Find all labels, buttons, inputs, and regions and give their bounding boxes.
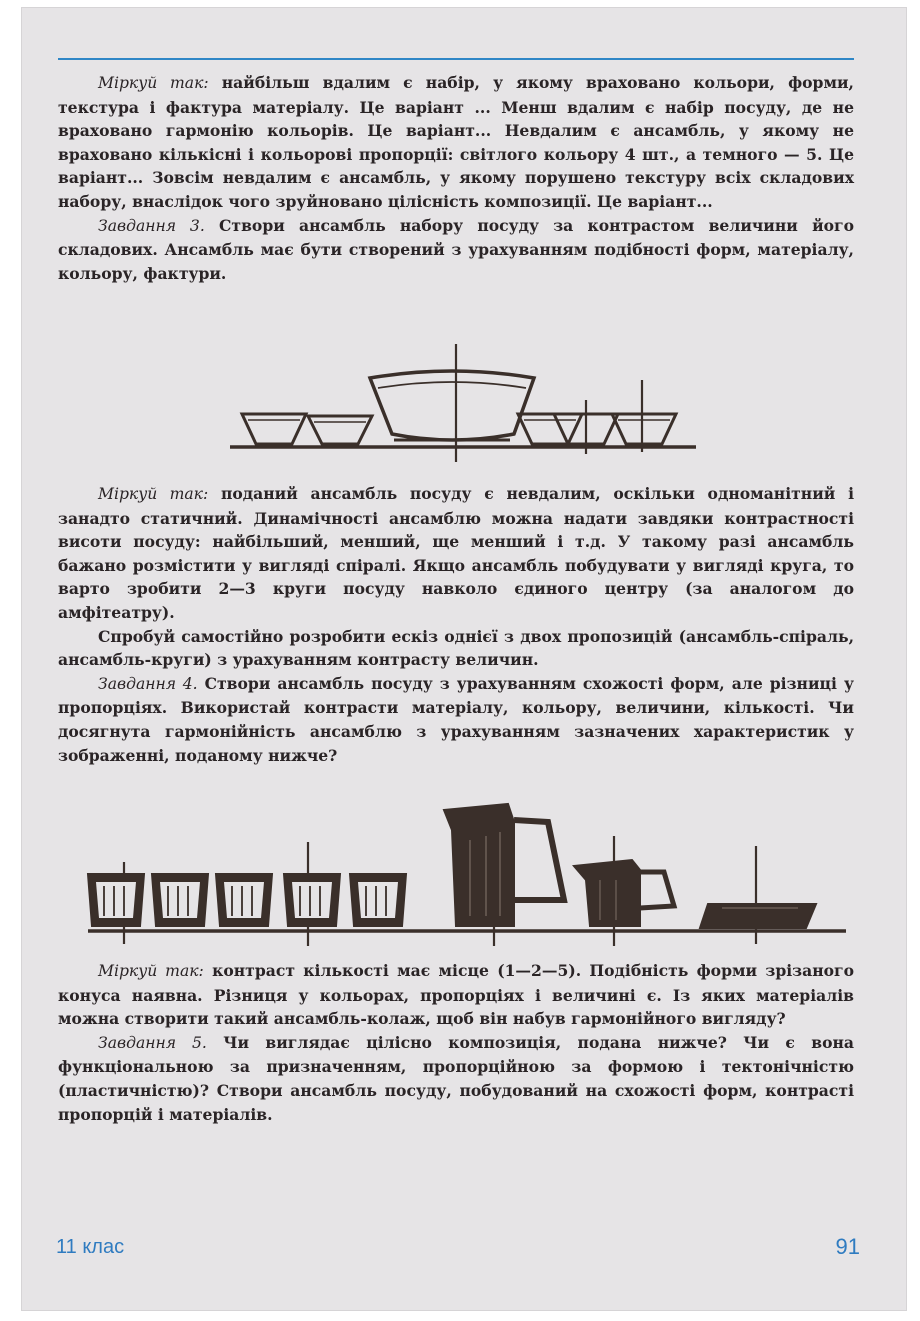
glass	[284, 874, 340, 926]
page-number: 91	[835, 1234, 860, 1259]
lead-task-5: Завдання 5.	[98, 1033, 207, 1052]
glass	[216, 874, 272, 926]
body-reason-2: поданий ансамбль посуду є невдалим, оскільки одноманітний і занадто статичний. Динамічності ансамблю можна надати завдяки контрастності висоти посуду: найбільший, менший, ще менший і т.д. У такому разі ансамбль бажано розмістити у вигляді спіралі. Якщо ансамбль побудувати у вигляді круга, то варто зробити 2—3 круги посуду навколо єдиного центру (за аналогом до амфітеатру).	[58, 484, 854, 622]
flat-dish	[700, 904, 816, 928]
body-task-3: Створи ансамбль набору посуду за контрастом величини його складових. Ансамбль має бути створений з урахуванням подібності форм, матеріалу, кольору, фактури.	[58, 215, 854, 283]
small-jug	[574, 860, 674, 926]
glass	[152, 874, 208, 926]
paragraph-task-5	[58, 1031, 854, 1126]
glass	[88, 874, 144, 926]
grade-label: 11 клас	[56, 1236, 125, 1258]
lead-reason-3: Міркуй так:	[98, 962, 204, 980]
body-task-5: Чи виглядає цілісно композиція, подана нижче? Чи є вона функціональною за призначенням, пропорційною за формою і тектонічністю (пластичністю)? Створи ансамбль посуду, побудований на схожості форм, контрасті пропорцій і матеріалів.	[58, 1032, 855, 1124]
lead-reason-2: Міркуй так:	[98, 485, 209, 503]
lead-task-3: Завдання 3.	[98, 216, 205, 235]
body-try: Спробуй самостійно розробити ескіз однієї з двох пропозицій (ансамбль-спіраль, ансамбль-круги) з урахуванням контрасту величин.	[58, 626, 854, 670]
body-reason-3: контраст кількості має місце (1—2—5). Подібність форми зрізаного конуса наявна. Різниця у кольорах, пропорціях і величині є. Із яких матеріалів можна створити такий ансамбль-колаж, щоб він набув гармонійного вигляду?	[58, 961, 854, 1029]
body-task-4: Створи ансамбль посуду з урахуванням схожості форм, але різниці у пропорціях. Використай контрасти матеріалу, кольору, величини, кількості. Чи досягнута гармонійність ансамблю з урахуванням зазначених характеристик у зображенні, поданому нижче?	[58, 673, 854, 765]
lead-task-4: Завдання 4.	[98, 674, 198, 693]
glass	[350, 874, 406, 926]
body-reason-1: найбільш вдалим є набір, у якому враховано кольори, форми, текстура і фактура матеріалу. Це варіант ... Менш вдалим є набір посуду, де не враховано гармонію кольорів. Це варіант... Невдалим є ансамбль, у якому не враховано кількісні і кольорові пропорції: світлого кольору 4 шт., а темного — 5. Це варіант... Зовсім невдалим є ансамбль, у якому порушено текстуру всіх складових набору, внаслідок чого зруйновано цілісність композиції. Це варіант...	[58, 73, 854, 211]
paragraph-reason-3	[58, 959, 854, 1031]
tall-jug	[444, 804, 564, 926]
lead-reason-1: Міркуй так:	[98, 74, 209, 92]
text-block-3	[58, 959, 854, 1126]
